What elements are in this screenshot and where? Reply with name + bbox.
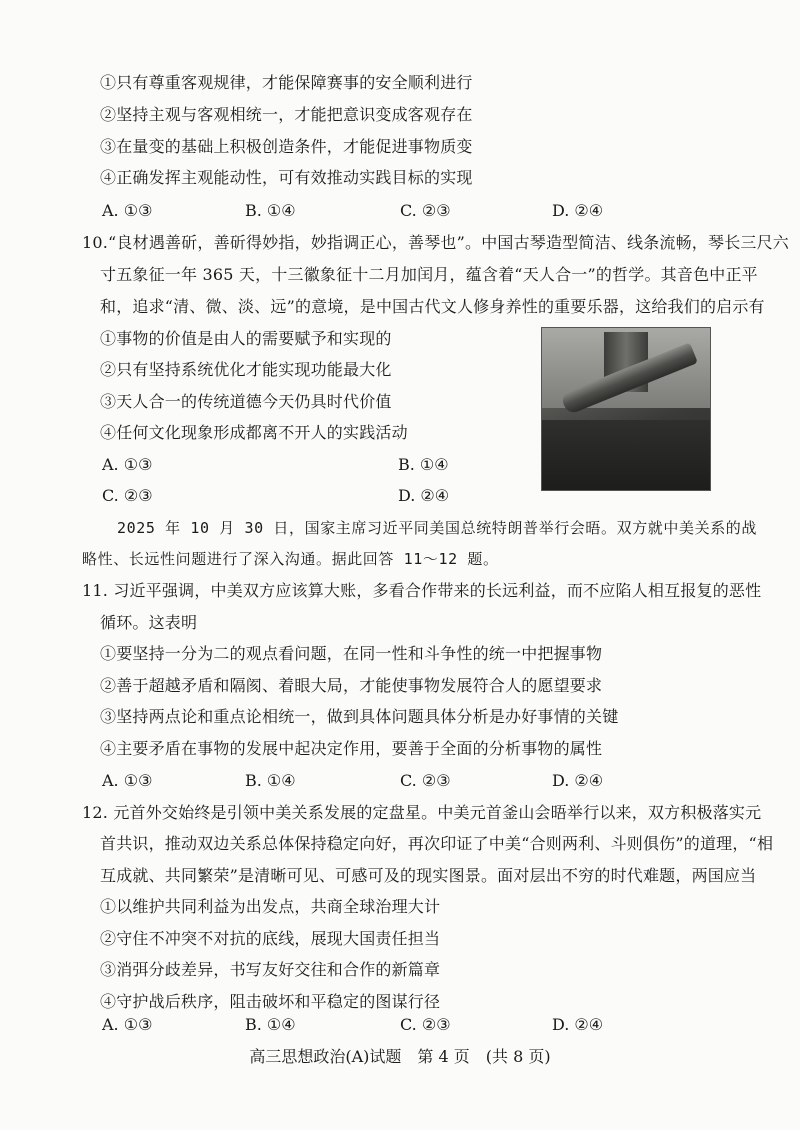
q10-answer-b: B. ①④	[398, 455, 449, 474]
q10-answer-d: D. ②④	[398, 486, 450, 505]
q10-answer-a: A. ①③	[102, 455, 153, 474]
q11-stem-line-2: 循环。这表明	[100, 613, 198, 632]
q12-answer-a: A. ①③	[102, 1015, 153, 1034]
page-footer: 高三思想政治(A)试题 第 4 页 (共 8 页)	[249, 1047, 551, 1066]
q10-answer-c: C. ②③	[102, 486, 153, 505]
q12-stem-line-3: 互成就、共同繁荣”是清晰可见、可感可及的现实图景。面对层出不穷的时代难题，两国应当	[100, 866, 757, 885]
q11-option-1: ①要坚持一分为二的观点看问题，在同一性和斗争性的统一中把握事物	[100, 644, 603, 663]
q10-stem-line-3: 和，追求“清、微、淡、远”的意境，是中国古代文人修身养性的重要乐器，这给我们的启示有	[100, 297, 765, 316]
q11-answer-c: C. ②③	[400, 771, 451, 790]
q10-option-1: ①事物的价值是由人的需要赋予和实现的	[100, 329, 392, 348]
q11-answers	[0, 771, 800, 791]
q10-stem-line-1: 10.“良材遇善斫，善斫得妙指，妙指调正心，善琴也”。中国古琴造型简洁、线条流畅，琴长三尺六	[82, 233, 790, 252]
q9-answers	[0, 201, 800, 221]
q11-stem-line-1: 11. 习近平强调，中美双方应该算大账，多看合作带来的长远利益，而不应陷人相互报复的恶性	[82, 581, 762, 600]
q12-stem-line-2: 首共识，推动双边关系总体保持稳定向好，再次印证了中美“合则两利、斗则俱伤”的道理，“相	[100, 834, 774, 853]
q12-stem-line-1: 12. 元首外交始终是引领中美关系发展的定盘星。中美元首釜山会晤举行以来，双方积极落实元	[82, 803, 762, 822]
q12-option-1: ①以维护共同利益为出发点，共商全球治理大计	[100, 897, 441, 916]
q9-option-1: ①只有尊重客观规律，才能保障赛事的安全顺利进行	[100, 73, 473, 92]
q9-answer-b: B. ①④	[245, 201, 296, 220]
q9-option-3: ③在量变的基础上积极创造条件，才能促进事物质变	[100, 137, 473, 156]
q10-answers-row-1	[0, 455, 540, 475]
q11-option-3: ③坚持两点论和重点论相统一，做到具体问题具体分析是办好事情的关键	[100, 707, 619, 726]
q11-answer-b: B. ①④	[245, 771, 296, 790]
intro-line-1: 2025 年 10 月 30 日，国家主席习近平同美国总统特朗普举行会晤。双方就中美关系的战	[117, 519, 758, 537]
q12-answer-d: D. ②④	[552, 1015, 604, 1034]
q11-option-2: ②善于超越矛盾和隔阂、着眼大局，才能使事物发展符合人的愿望要求	[100, 676, 603, 695]
q9-option-4: ④正确发挥主观能动性，可有效推动实践目标的实现	[100, 168, 473, 187]
q12-answer-c: C. ②③	[400, 1015, 451, 1034]
guqin-photo	[541, 327, 711, 491]
q10-stem-line-2: 寸五象征一年 365 天，十三徽象征十二月加闰月，蕴含着“天人合一”的哲学。其音色中正平	[100, 265, 758, 284]
q10-option-4: ④任何文化现象形成都离不开人的实践活动	[100, 423, 408, 442]
q9-answer-c: C. ②③	[400, 201, 451, 220]
q12-answer-b: B. ①④	[245, 1015, 296, 1034]
intro-line-2: 略性、长远性问题进行了深入沟通。据此回答 11～12 题。	[82, 550, 499, 568]
q10-option-2: ②只有坚持系统优化才能实现功能最大化	[100, 360, 392, 379]
q9-answer-a: A. ①③	[102, 201, 153, 220]
q11-option-4: ④主要矛盾在事物的发展中起决定作用，要善于全面的分析事物的属性	[100, 739, 603, 758]
q12-option-3: ③消弭分歧差异，书写友好交往和合作的新篇章	[100, 960, 441, 979]
q12-option-4: ④守护战后秩序，阻击破坏和平稳定的图谋行径	[100, 992, 441, 1011]
q12-answers	[0, 1015, 800, 1035]
q11-answer-d: D. ②④	[552, 771, 604, 790]
q9-option-2: ②坚持主观与客观相统一，才能把意识变成客观存在	[100, 105, 473, 124]
q11-answer-a: A. ①③	[102, 771, 153, 790]
q10-option-3: ③天人合一的传统道德今天仍具时代价值	[100, 392, 392, 411]
q10-answers-row-2	[0, 486, 540, 506]
q12-option-2: ②守住不冲突不对抗的底线，展现大国责任担当	[100, 929, 441, 948]
q9-answer-d: D. ②④	[552, 201, 604, 220]
